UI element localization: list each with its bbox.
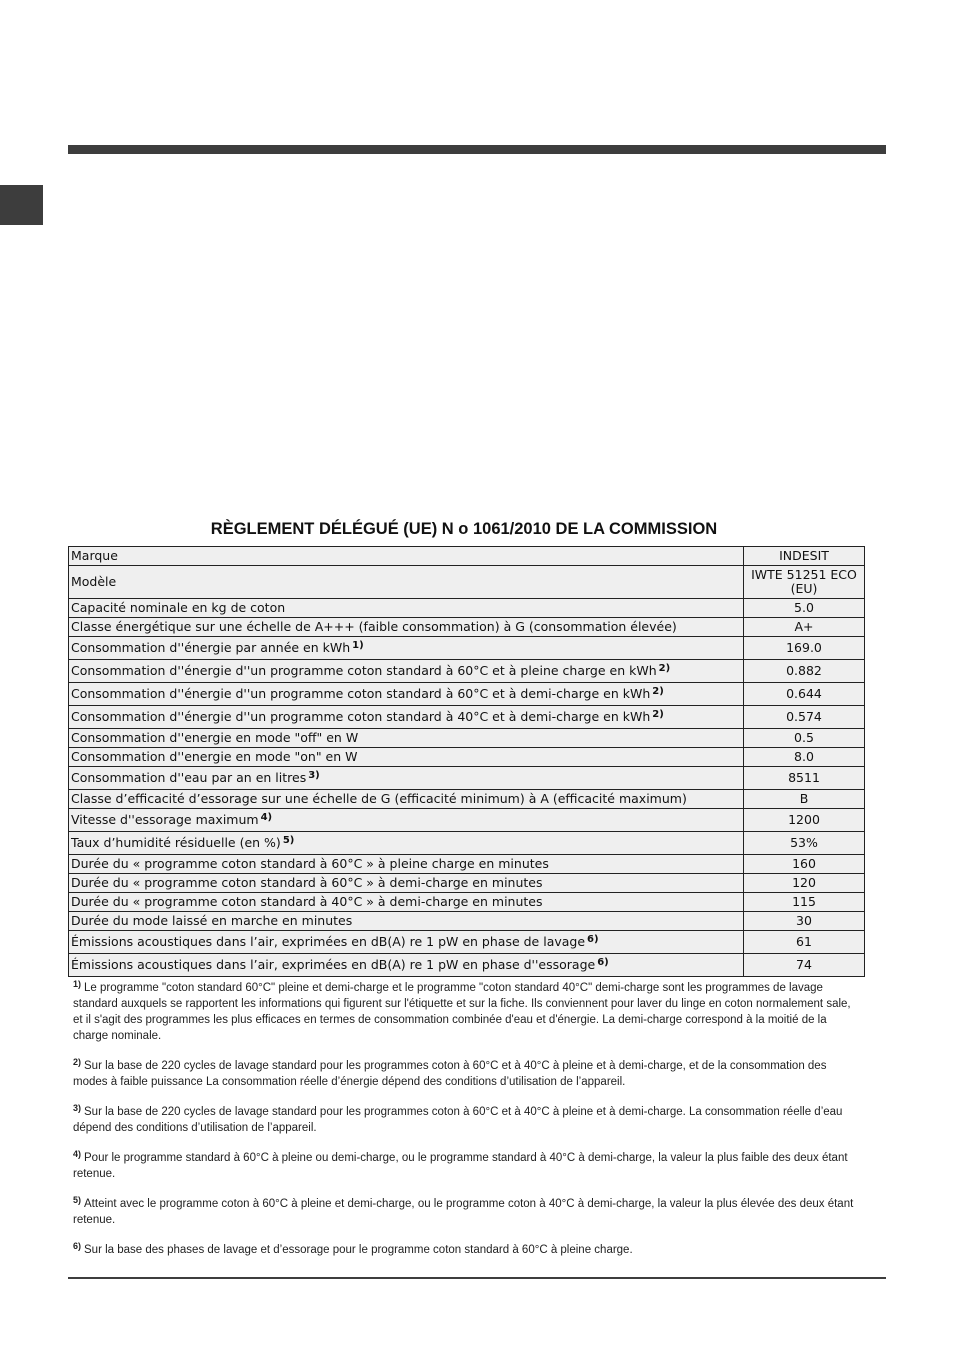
row-value: 160 [744,855,865,874]
row-label [69,748,744,767]
row-label [69,893,744,912]
row-label [69,874,744,893]
row-label-text: Consommation d''énergie d''un programme coton standard à 40°C et à demi-charge en kWh [71,709,651,724]
row-value: 8.0 [744,748,865,767]
row-label-text: Consommation d''eau par an en litres [71,770,307,785]
row-label-text: Durée du « programme coton standard à 40°C » à demi-charge en minutes [71,894,543,909]
row-label-text: Modèle [71,574,117,589]
row-label-text: Classe énergétique sur une échelle de A+++ (faible consommation) à G (consommation élevée) [71,619,677,634]
row-label [69,790,744,809]
table-row [69,931,865,954]
row-label [69,706,744,729]
row-label [69,832,744,855]
row-label-text: Consommation d''énergie par année en kWh [71,640,351,655]
row-label-text: Consommation d''energie en mode "on" en W [71,749,358,764]
table-row [69,790,865,809]
footnote-ref: 2) [652,709,664,720]
row-label-text: Consommation d''énergie d''un programme coton standard à 60°C et à pleine charge en kWh [71,663,657,678]
row-value: 120 [744,874,865,893]
footnote-ref: 2) [652,686,664,697]
row-label-text: Durée du mode laissé en marche en minutes [71,913,353,928]
footnote-text: Atteint avec le programme coton à 60°C à pleine et demi-charge, ou le programme coton à 40°C à demi-charge, la valeur la plus élevée des deux étant retenue. [73,1198,854,1226]
footnote-ref: 3) [308,770,320,781]
footnote-mark: 3) [73,1103,82,1113]
top-rule [68,145,886,154]
footnote-mark: 4) [73,1149,82,1159]
table-row [69,855,865,874]
row-value: 169.0 [744,637,865,660]
table-row [69,599,865,618]
row-label-text: Marque [71,548,118,563]
table-row [69,809,865,832]
row-value: 30 [744,912,865,931]
table-row [69,893,865,912]
table-row [69,566,865,599]
footnote-ref: 1) [352,640,364,651]
row-label-text: Émissions acoustiques dans l’air, exprimées en dB(A) re 1 pW en phase de lavage [71,934,586,949]
row-label [69,566,744,599]
footnote-ref: 5) [282,835,295,846]
table-row [69,660,865,683]
footnote-ref: 6) [597,957,609,968]
row-label-text: Taux d’humidité résiduelle (en %) [71,835,281,850]
footnote-text: Sur la base de 220 cycles de lavage standard pour les programmes coton à 60°C et à 40°C à pleine et à demi-charge, et de la consommation des modes à faible puissance La consommation réelle d’énergie dépend des conditions d’utilisation de l’appareil. [73,1060,827,1088]
row-label-text: Durée du « programme coton standard à 60°C » à pleine charge en minutes [71,856,549,871]
row-value: 74 [744,954,865,977]
row-value: 115 [744,893,865,912]
footnote-text: Pour le programme standard à 60°C à pleine ou demi-charge, ou le programme standard à 40°C à demi-charge, la valeur la plus faible des deux étant retenue. [73,1152,848,1180]
row-value: INDESIT [744,547,865,566]
row-label [69,912,744,931]
spec-table [68,546,865,977]
row-value: 53% [744,832,865,855]
footnote-ref: 6) [587,934,599,945]
row-label [69,618,744,637]
footnote-mark: 1) [73,979,82,989]
regulation-title-text: RÈGLEMENT DÉLÉGUÉ (UE) N o 1061/2010 DE LA COMMISSION [210,520,718,538]
table-row [69,729,865,748]
row-label-text: Durée du « programme coton standard à 60°C » à demi-charge en minutes [71,875,543,890]
row-value: 1200 [744,809,865,832]
table-row [69,706,865,729]
row-label-text: Consommation d''energie en mode "off" en W [71,730,359,745]
row-value: 61 [744,931,865,954]
footnote [73,980,863,1044]
row-label [69,809,744,832]
table-row [69,832,865,855]
row-label-text: Classe d’efficacité d’essorage sur une échelle de G (efficacité minimum) à A (efficacité maximum) [71,791,687,806]
table-row [69,683,865,706]
row-value: IWTE 51251 ECO (EU) [744,566,865,599]
row-label [69,547,744,566]
footnote [73,1242,863,1258]
footnote-text: Sur la base des phases de lavage et d’essorage pour le programme coton standard à 60°C à pleine charge. [84,1244,633,1256]
row-value: 0.574 [744,706,865,729]
row-value: 5.0 [744,599,865,618]
regulation-title [68,520,886,539]
footnote [73,1058,863,1090]
row-label [69,637,744,660]
table-row [69,767,865,790]
row-label-text: Émissions acoustiques dans l’air, exprimées en dB(A) re 1 pW en phase d''essorage [71,957,596,972]
table-row [69,874,865,893]
row-label [69,660,744,683]
side-tab-marker [0,185,43,225]
row-label [69,931,744,954]
table-row [69,748,865,767]
row-label [69,729,744,748]
row-label [69,855,744,874]
row-value: A+ [744,618,865,637]
row-label-text: Consommation d''énergie d''un programme coton standard à 60°C et à demi-charge en kWh [71,686,651,701]
bottom-rule [68,1277,886,1279]
footnote-ref: 2) [658,663,671,674]
row-label [69,599,744,618]
row-value: 0.5 [744,729,865,748]
row-label [69,767,744,790]
table-row [69,954,865,977]
footnote-mark: 6) [73,1241,82,1251]
footnote [73,1196,863,1228]
row-label-text: Vitesse d''essorage maximum [71,812,259,827]
table-row [69,547,865,566]
row-value: 8511 [744,767,865,790]
table-row [69,912,865,931]
footnote-ref: 4) [260,812,273,823]
row-value: 0.644 [744,683,865,706]
footnote-text: Sur la base de 220 cycles de lavage standard pour les programmes coton à 60°C et à 40°C à pleine et à demi-charge. La consommation réelle d’eau dépend des conditions d’utilisation de l’appareil. [73,1106,843,1134]
footnote [73,1104,863,1136]
footnote-mark: 5) [73,1195,82,1205]
footnote-mark: 2) [73,1057,82,1067]
footnote [73,1150,863,1182]
footnotes [73,980,863,1272]
table-row [69,618,865,637]
row-label [69,683,744,706]
footnote-text: Le programme "coton standard 60°C" pleine et demi-charge et le programme "coton standard 40°C" demi-charge sont les programmes de lavage standard auxquels se rapportent les informations qui figurent sur l'étiquette et sur la fiche. Ils conviennent pour laver du linge en coton normalement sale, et il s'agit des programmes les plus efficaces en termes de consommation combinée d'eau et d'énergie. La demi-charge correspond à la moitié de la charge nominale. [73,982,851,1042]
table-row [69,637,865,660]
row-value: 0.882 [744,660,865,683]
row-label-text: Capacité nominale en kg de coton [71,600,286,615]
row-value: B [744,790,865,809]
row-label [69,954,744,977]
